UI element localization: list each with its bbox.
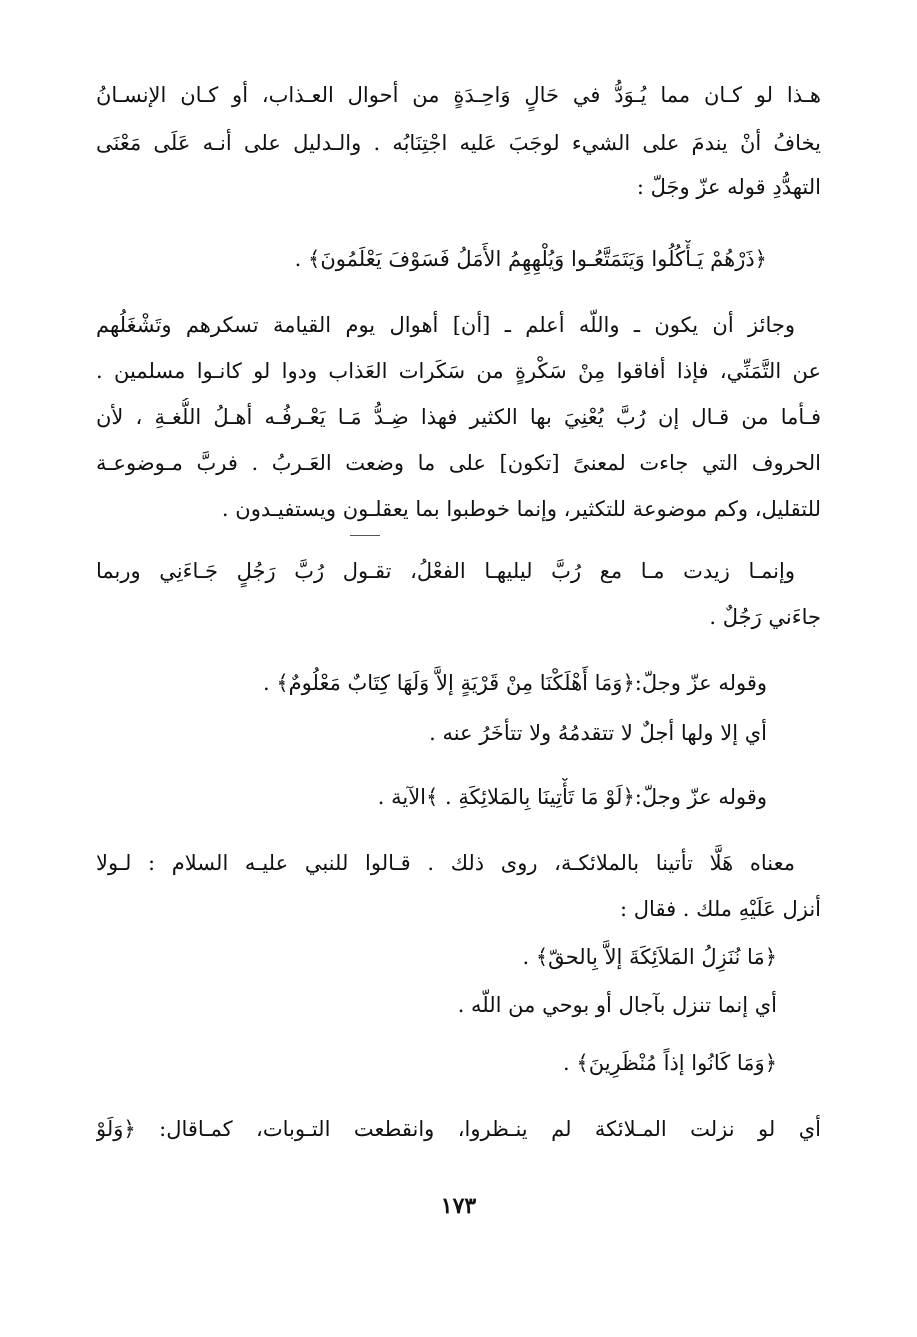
text-line-5: وجائز أن يكون ـ واللّه أعلم ـ [أن] أهوال يوم القيامة تسكرهم وتَشْغَلُهم	[96, 313, 795, 337]
quran-verse-1: ﴿ذَرْهُمْ يَـأْكُلُوا وَيَتَمَتَّعُـوا وَيُلْهِهِمُ الأَمَلُ فَسَوْفَ يَعْلَمُونَ﴾ .	[294, 247, 767, 271]
quran-line-14: وقوله عزّ وجلّ:﴿لَوْ مَا تَأْتِينَا بِالمَلائِكَةِ . ﴾الآية .	[377, 785, 767, 809]
small-divider	[350, 535, 380, 536]
text-line-13: أي إلا ولها أجلٌ لا تتقدمُهُ ولا تتأخَرُ عنه .	[429, 721, 767, 745]
text-line-1: هـذا لو كـان مما يُـوَدُّ في حَالٍ وَاحِـدَةٍ من أحوال العـذاب، أو كـان الإنسـانُ	[96, 83, 821, 107]
quran-line-12: وقوله عزّ وجلّ:﴿وَمَا أَهْلَكْنَا مِنْ قَرْيَةٍ إلاَّ وَلَهَا كِتَابٌ مَعْلُومٌ﴾ .	[263, 671, 767, 695]
text-line-2: يخافُ أنْ يندمَ على الشيء لوجَبَ عَليه اجْتِنَابُه . والـدليل على أنـه عَلَى مَعْنَى	[96, 131, 821, 155]
text-line-16: أنزل عَلَيْهِ ملك . فقال :	[620, 897, 821, 921]
text-line-3: التهدُّدِ قوله عزّ وجَلّ :	[636, 175, 821, 199]
text-line-15: معناه هَلَّا تأتينا بالملائكـة، روى ذلك . قـالوا للنبي عليـه السلام : لـولا	[96, 851, 795, 875]
text-line-11: جاءَني رَجُلٌ .	[709, 605, 821, 629]
text-line-7: فـأما من قـال إن رُبَّ يُعْنِيَ بها الكثير فهذا ضِـدُّ مَـا يَعْـرفُـه أهـلُ اللُّغـةِ ، لأن	[96, 405, 821, 429]
text-line-6: عن التَّمَنِّي، فإذا أفاقوا مِنْ سَكْرةٍ من سَكَرات العَذاب ودوا لو كانـوا مسلمين .	[96, 359, 821, 383]
quran-verse-2: ﴿مَا نُنَزِلُ المَلاَئِكَةَ إلاَّ بِالحقّ﴾ .	[522, 945, 777, 969]
text-line-10: وإنمـا زيدت مـا مع رُبَّ ليليهـا الفعْلُ، تقـول رُبَّ رَجُلٍ جَـاءَنِي وربما	[96, 559, 795, 583]
page-number: ١٧٣	[440, 1193, 477, 1219]
text-line-20: أي لو نزلت المـلائكة لم ينـظروا، وانقطعت التـوبات، كمـاقال: ﴿وَلَوْ	[96, 1117, 821, 1141]
text-line-9: للتقليل، وكم موضوعة للتكثير، وإنما خوطبوا بما يعقلـون ويستفيـدون .	[221, 497, 821, 521]
text-line-18: أي إنما تنزل بآجال أو بوحي من اللّه .	[457, 993, 777, 1017]
quran-verse-3: ﴿وَمَا كَانُوا إذاً مُنْظَرِينَ﴾ .	[563, 1051, 777, 1075]
text-line-8: الحروف التي جاءت لمعنىً [تكون] على ما وضعت العَـربُ . فربَّ مـوضوعـة	[96, 451, 821, 475]
